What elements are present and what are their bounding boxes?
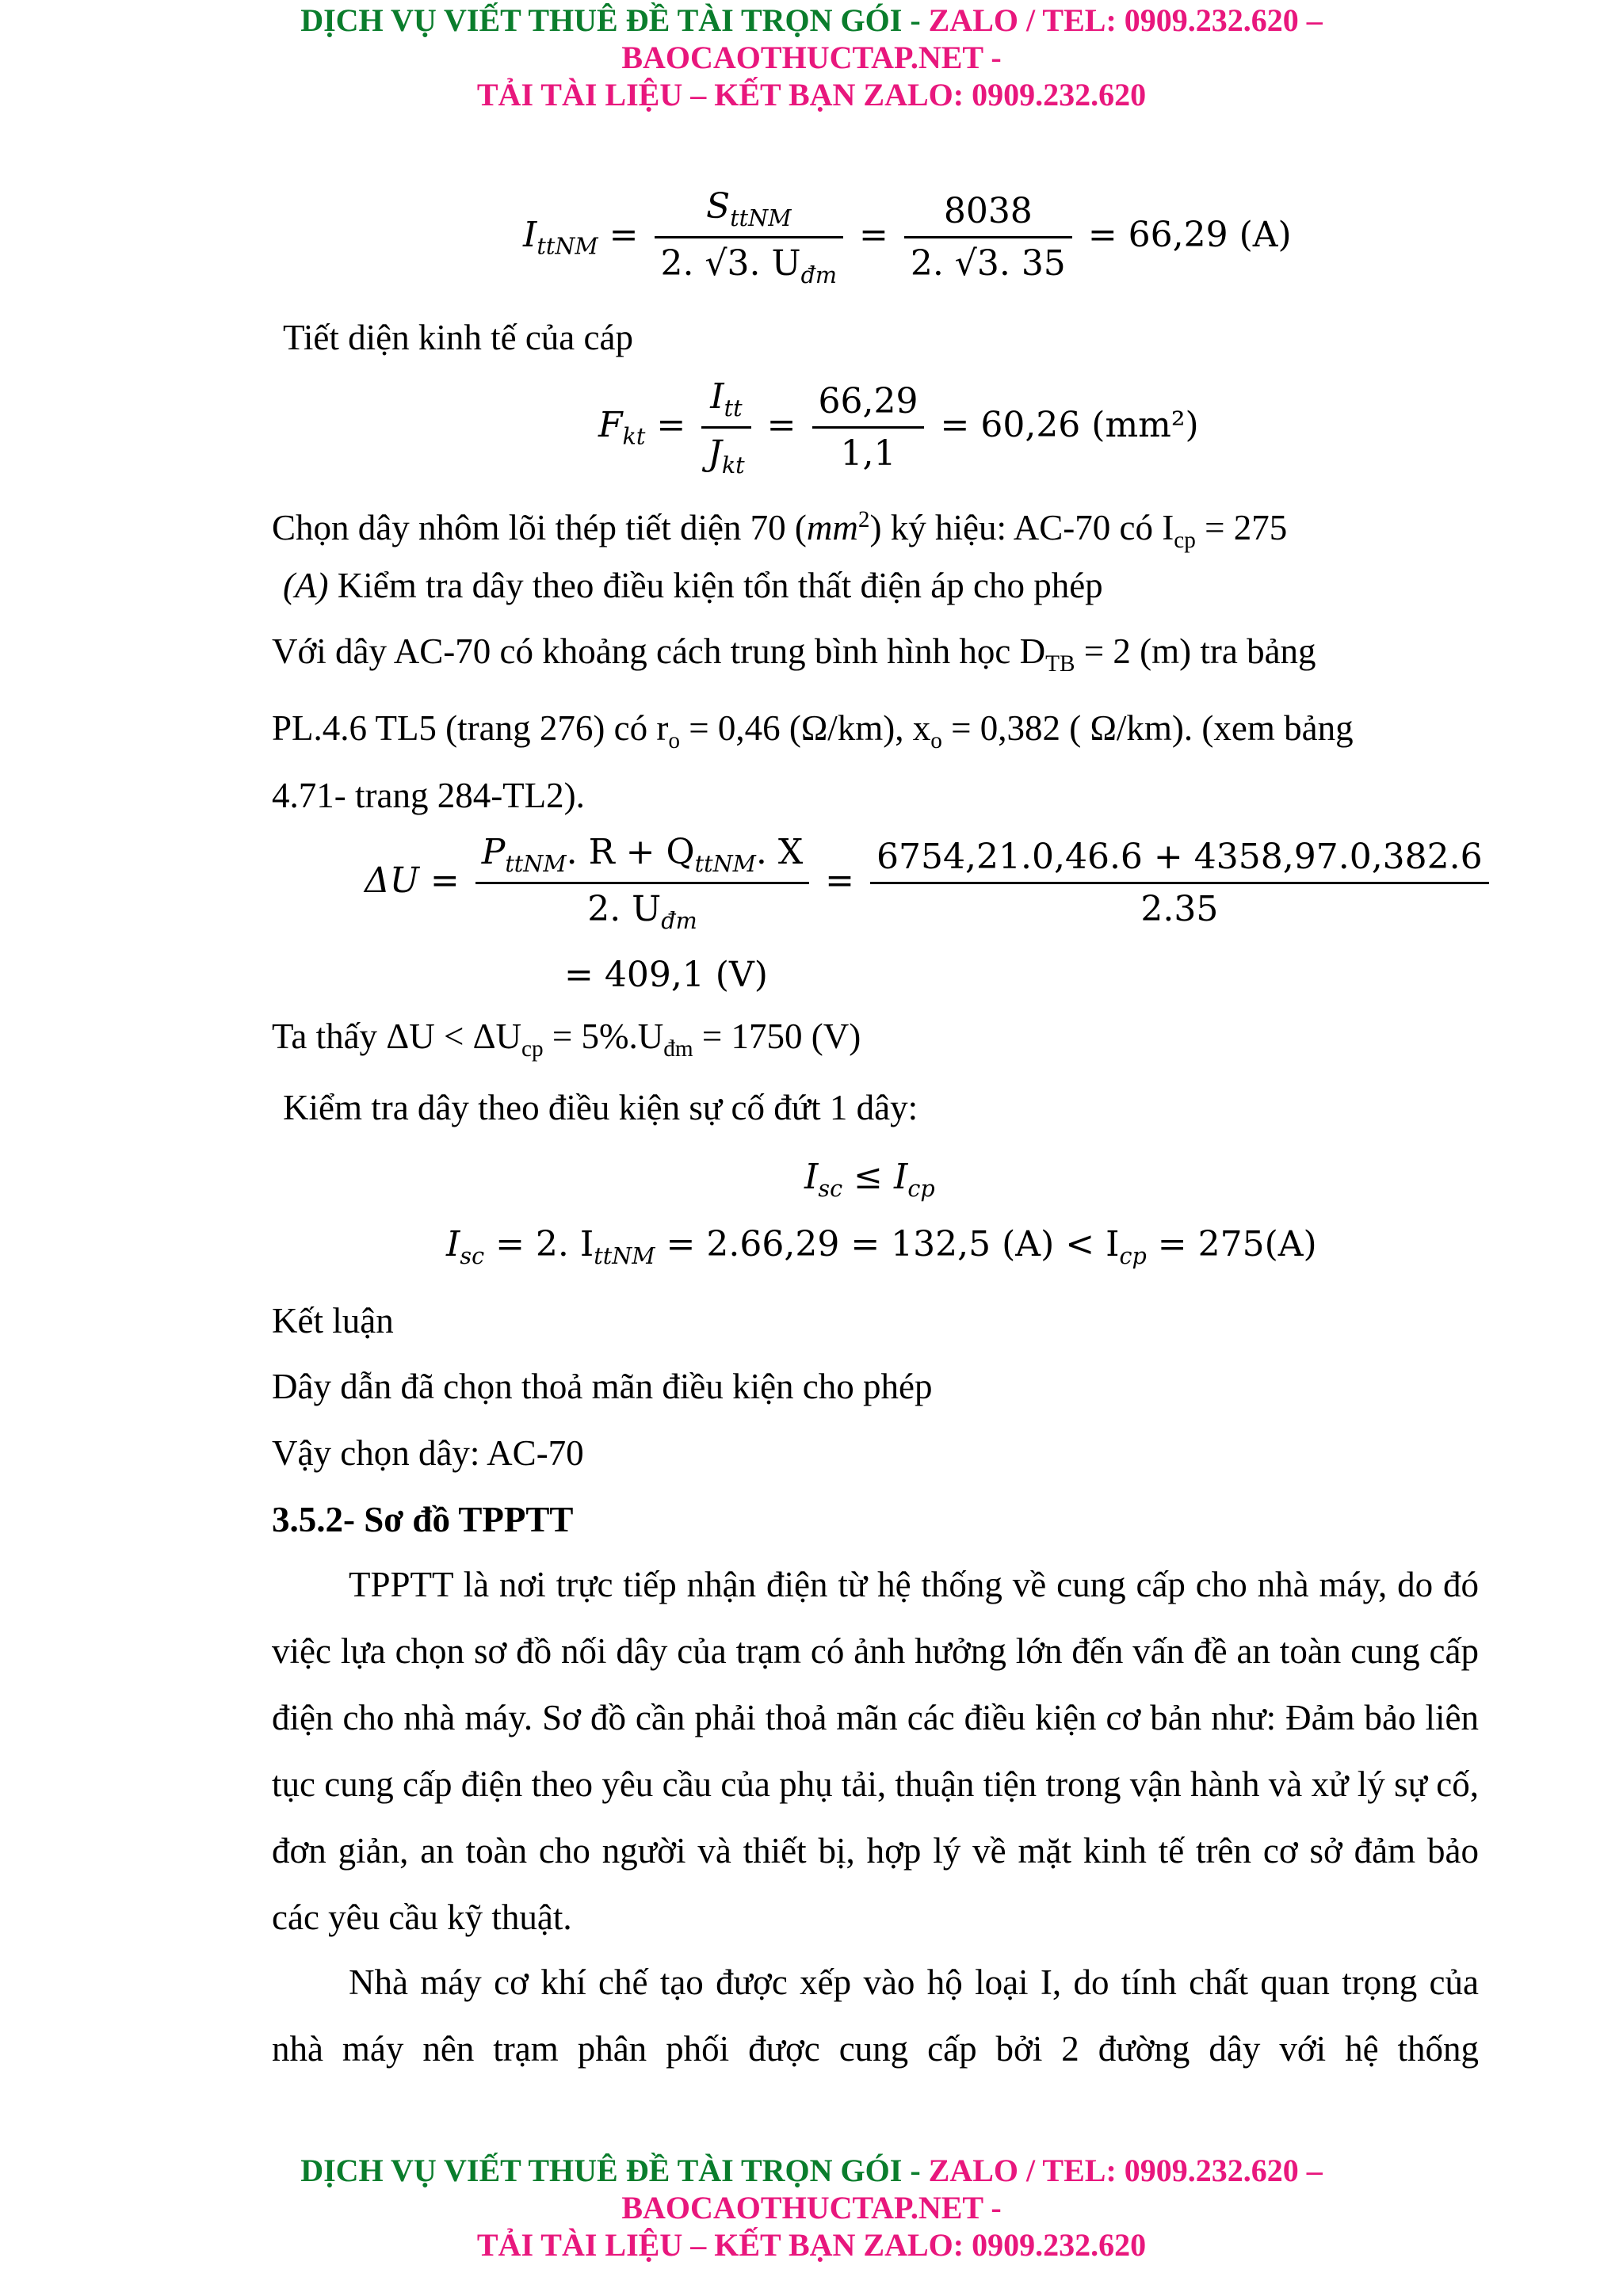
fraction: $\frac{6754,21.0,46.6 + 4358,97.0,382.6}{2.35}$ [870,837,1489,929]
header-banner [0,2,1623,113]
text-line: Vậy chọn dây: AC-70 [272,1433,584,1473]
text-line: Với dây AC-70 có khoảng cách trung bình hình học $D_{TB} = 2$ (m) tra bảng [272,631,1316,677]
paragraph: Nhà máy cơ khí chế tạo được xếp vào hộ loại I, do tính chất quan trọng của nhà máy nên trạm phân phối được cung cấp bởi 2 đường dây với hệ thống [272,1962,1479,2069]
banner-download-text: TẢI TÀI LIỆU – KẾT BẠN ZALO: 0909.232.620 [476,77,1147,113]
text-line: Dây dẫn đã chọn thoả mãn điều kiện cho phép [272,1367,933,1406]
fraction: $\frac{P_{ttNM}. R + Q_{ttNM}. X}{2. U_{đm}}$ [475,832,809,934]
section-heading: 3.5.2- Sơ đồ TPPTT [272,1500,574,1539]
banner-contact-text: ZALO / TEL: 0909.232.620 – [928,2,1323,38]
formula-isc-condition: $I_{sc} \le I_{cp}$ [804,1157,935,1202]
text-line: PL.4.6 TL5 (trang 276) có $r_o = 0,46$ (Ω/km), $x_o = 0,382$ ( Ω/km). (xem bảng [272,708,1354,753]
banner-service-text: DỊCH VỤ VIẾT THUÊ ĐỀ TÀI TRỌN GÓI - [300,2,929,38]
formula-isc-calc: $I_{sc} = 2$. $I_{ttNM} = 2.66,29 = 132,5$ $(A) < I_{cp} = 275(A)$ [446,1224,1317,1269]
banner-download-text: TẢI TÀI LIỆU – KẾT BẠN ZALO: 0909.232.620 [476,2227,1147,2263]
fraction: $\frac{8038}{2. √3. 35}$ [904,191,1072,284]
text-line: Chọn dây nhôm lõi thép tiết diện 70 $(mm^2)$ ký hiệu: AC-70 có $I_{cp} = 275$ [272,507,1288,553]
text-line: Tiết diện kinh tế của cáp [283,318,633,357]
banner-contact-text: ZALO / TEL: 0909.232.620 – [928,2153,1323,2188]
paragraph: TPPTT là nơi trực tiếp nhận điện từ hệ thống về cung cấp cho nhà máy, do đó việc lựa chọn sơ đồ nối dây của trạm có ảnh hưởng lớn đến vấn đề an toàn cung cấp điện cho nhà máy. Sơ đồ cần phải thoả mãn các điều kiện cơ bản như: Đảm bảo liên tục cung cấp điện theo yêu cầu của phụ tải, thuận tiện trong vận hành và xử lý sự cố, đơn giản, an toàn cho người và thiết bị, hợp lý về mặt kinh tế trên cơ sở đảm bảo các yêu cầu kỹ thuật. [272,1565,1479,1937]
formula-fkt: $F_{kt}$ = $\frac{I_{tt}}{J_{kt}}$ = $\frac{66,29}{1,1}$ = 60,26 (mm²) [598,376,1199,479]
banner-line-1 [0,2152,1623,2189]
banner-website: BAOCAOTHUCTAP.NET - [621,40,1002,75]
formula-delta-u-result: = 409,1 (V) [564,955,768,995]
formula-ittnm: $I_{ttNM}$ = $\frac{S_{ttNM}}{2. √3. U_{đm}}$ = $\frac{8038}{2. √3. 35}$ = 66,29 (A) [523,186,1292,288]
banner-line-1 [0,2,1623,39]
text-line: Ta thấy $\Delta U < \Delta U_{cp} = 5\%.U_{đm} = 1750$ (V) [272,1016,861,1062]
fraction: $\frac{S_{ttNM}}{2. √3. U_{đm}}$ [655,186,843,288]
text-line: Kết luận [272,1301,394,1341]
banner-service-text: DỊCH VỤ VIẾT THUÊ ĐỀ TÀI TRỌN GÓI - [300,2153,929,2188]
text-line: 4.71- trang 284-TL2). [272,776,585,815]
fraction: $\frac{66,29}{1,1}$ [812,381,925,474]
banner-website: BAOCAOTHUCTAP.NET - [621,2190,1002,2225]
text-line: Kiểm tra dây theo điều kiện sự cố đứt 1 dây: [283,1088,918,1127]
text-line: (A) Kiểm tra dây theo điều kiện tổn thất điện áp cho phép [283,566,1103,605]
fraction: $\frac{I_{tt}}{J_{kt}}$ [701,376,750,479]
formula-delta-u: ΔU = $\frac{P_{ttNM}. R + Q_{ttNM}. X}{2. U_{đm}}$ = $\frac{6754,21.0,46.6 + 4358,97.0,382.6}{2.35}$ [365,832,1494,934]
footer-banner [0,2152,1623,2264]
